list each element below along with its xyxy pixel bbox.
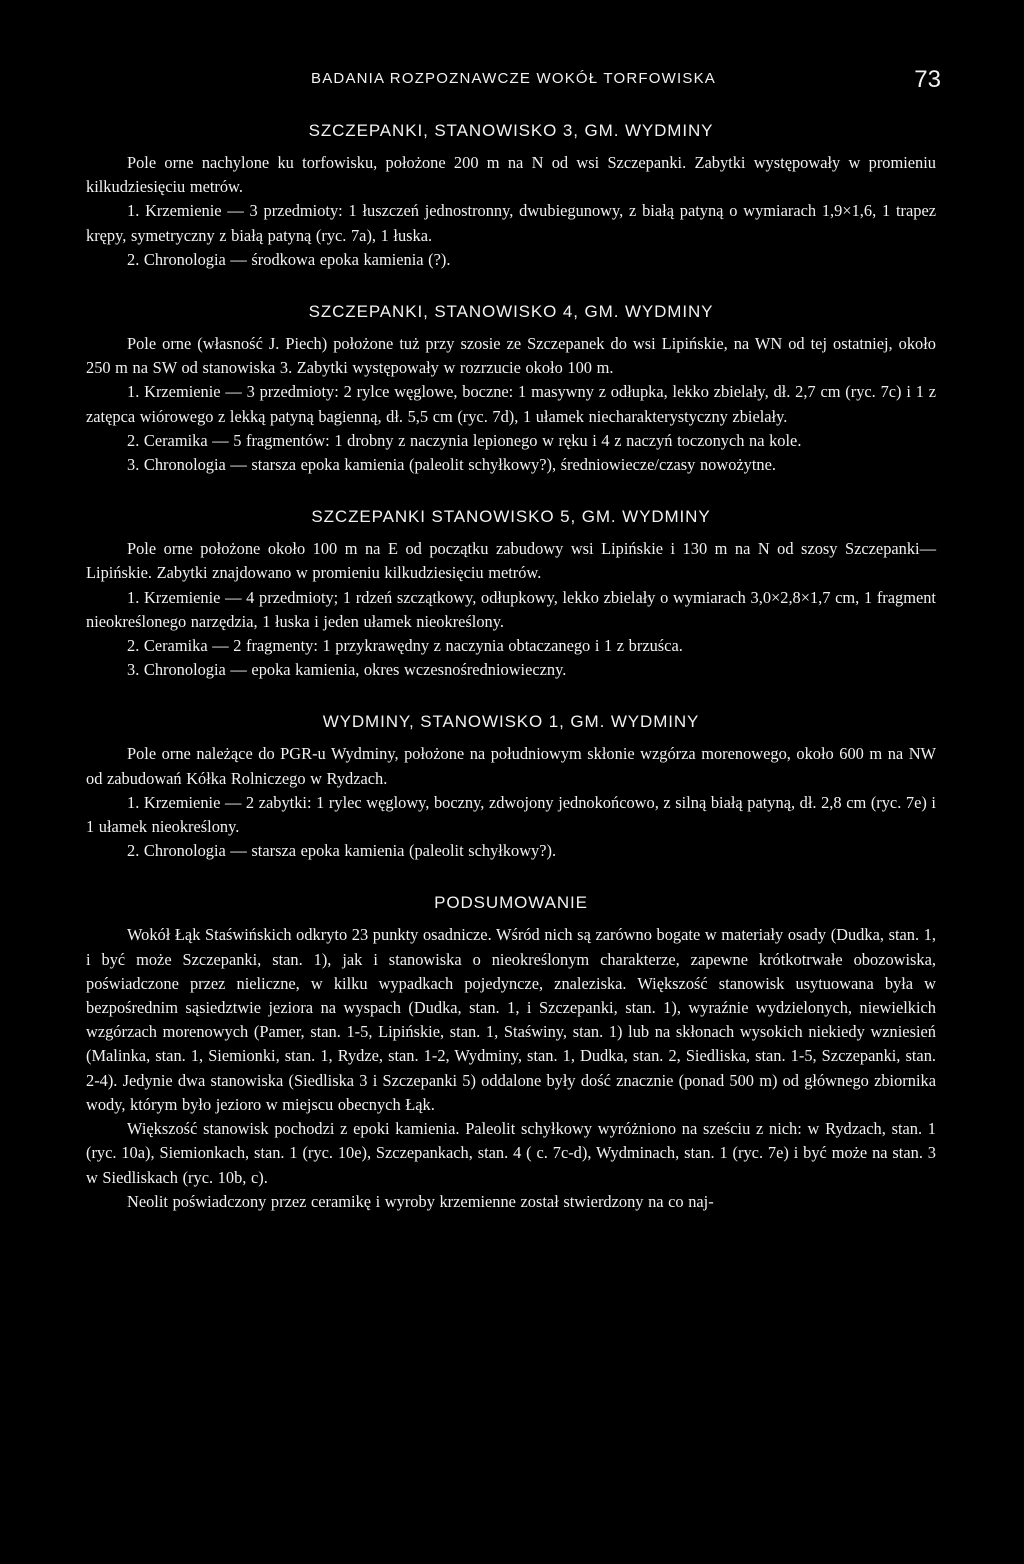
paragraph: 3. Chronologia — epoka kamienia, okres wczesnośredniowieczny. <box>127 660 567 680</box>
paragraph: Większość stanowisk pochodzi z epoki kamienia. Paleolit schyłkowy wyróżniono na sześciu z nich: w Rydzach, stan. 1 (ryc. 10a), Siemionkach, stan. 1 (ryc. 10e), Szczepankach, stan. 4 ( c. 7c-d), Wydminach, stan. 1 (ryc. 7e) i być może na stan. 3 w Siedliskach (ryc. 10b, c). <box>86 1119 936 1187</box>
section-summary <box>86 890 936 1213</box>
paragraph: 1. Krzemienie — 3 przedmioty: 1 łuszczeń jednostronny, dwubiegunowy, z białą patyną o wymiarach 1,9×1,6, 1 trapez krępy, symetryczny z białą patyną (ryc. 7a), 1 łuska. <box>86 201 936 245</box>
paragraph: Pole orne położone około 100 m na E od początku zabudowy wsi Lipińskie i 130 m na N od szosy Szczepanki—Lipińskie. Zabytki znajdowano w promieniu kilkudziesięciu metrów. <box>86 539 936 583</box>
running-header <box>86 66 941 96</box>
section-wydminy-1 <box>86 709 936 863</box>
section-heading: SZCZEPANKI, STANOWISKO 4, GM. WYDMINY <box>308 302 714 322</box>
section-szczepanki-3 <box>86 118 936 272</box>
running-title: BADANIA ROZPOZNAWCZE WOKÓŁ TORFOWISKA <box>311 70 716 87</box>
paragraph: 1. Krzemienie — 2 zabytki: 1 rylec węglowy, boczny, zdwojony jednokońcowo, z silną białą patyną, dł. 2,8 cm (ryc. 7e) i 1 ułamek nieokreślony. <box>86 792 936 837</box>
section-heading: SZCZEPANKI, STANOWISKO 3, GM. WYDMINY <box>308 121 714 140</box>
section-heading: SZCZEPANKI STANOWISKO 5, GM. WYDMINY <box>311 507 711 527</box>
section-szczepanki-5 <box>86 504 936 682</box>
page-number: 73 <box>914 66 941 93</box>
paragraph: 1. Krzemienie — 4 przedmioty; 1 rdzeń szczątkowy, odłupkowy, lekko zbielały o wymiarach 3,0×2,8×1,7 cm, 1 fragment nieokreślonego narzędzia, 1 łuska i jeden ułamek nieokreślony. <box>86 587 936 631</box>
paragraph: 1. Krzemienie — 3 przedmioty: 2 rylce węglowe, boczne: 1 masywny z odłupka, lekko zbielały, dł. 2,7 cm (ryc. 7c) i 1 z zatępca wiórowego z lekką patyną bagienną, dł. 5,5 cm (ryc. 7d), 1 ułamek niecharakterystyczny zbielały. <box>86 382 936 426</box>
paragraph: Pole orne nachylone ku torfowisku, położone 200 m na N od wsi Szczepanki. Zabytki występowały w promieniu kilkudziesięciu metrów. <box>86 153 936 197</box>
section-heading: PODSUMOWANIE <box>434 893 588 913</box>
paragraph: Pole orne (własność J. Piech) położone tuż przy szosie ze Szczepanek do wsi Lipińskie, na WN od tej ostatniej, około 250 m na SW od stanowiska 3. Zabytki występowały w rozrzucie około 100 m. <box>86 334 936 378</box>
paragraph: 2. Ceramika — 5 fragmentów: 1 drobny z naczynia lepionego w ręku i 4 z naczyń toczonych na kole. <box>127 430 802 450</box>
paragraph: 2. Ceramika — 2 fragmenty: 1 przykrawędny z naczynia obtaczanego i 1 z brzuśca. <box>127 636 683 656</box>
paragraph: 2. Chronologia — starsza epoka kamienia (paleolit schyłkowy?). <box>127 841 557 861</box>
paragraph: 3. Chronologia — starsza epoka kamienia (paleolit schyłkowy?), średniowiecze/czasy nowożytne. <box>127 455 776 475</box>
page-body <box>86 118 936 1214</box>
section-heading: WYDMINY, STANOWISKO 1, GM. WYDMINY <box>322 712 700 732</box>
section-szczepanki-4 <box>86 299 936 477</box>
paragraph: Wokół Łąk Staświńskich odkryto 23 punkty osadnicze. Wśród nich są zarówno bogate w materiały osady (Dudka, stan. 1, i być może Szczepanki, stan. 1), jak i stanowiska o nieokreślonym charakterze, zapewne krótkotrwałe obozowiska, poświadczone przez nieliczne, w kilku wypadkach pojedyncze, znaleziska. Większość stanowisk usytuowana była w bezpośrednim sąsiedztwie jeziora na wyspach (Dudka, stan. 1, i Szczepanki, stan. 1), wyraźnie wydzielonych, niewielkich wzgórzach morenowych (Pamer, stan. 1-5, Lipińskie, stan. 1, Staświny, stan. 1) lub na skłonach wysokich niekiedy wzniesień (Malinka, stan. 1, Siemionki, stan. 1, Rydze, stan. 1-2, Wydminy, stan. 1, Dudka, stan. 2, Siedliska, stan. 1-5, Szczepanki, stan. 2-4). Jedynie dwa stanowiska (Siedliska 3 i Szczepanki 5) oddalone były dość znacznie (ponad 500 m) od głównego zbiornika wody, którym było jezioro w miejscu obecnych Łąk. <box>86 925 936 1114</box>
paragraph: 2. Chronologia — środkowa epoka kamienia (?). <box>127 249 451 269</box>
paragraph: Neolit poświadczony przez ceramikę i wyroby krzemienne został stwierdzony na co naj- <box>127 1191 714 1211</box>
paragraph: Pole orne należące do PGR-u Wydminy, położone na południowym skłonie wzgórza morenowego, około 600 m na NW od zabudowań Kółka Rolniczego w Rydzach. <box>86 744 936 788</box>
